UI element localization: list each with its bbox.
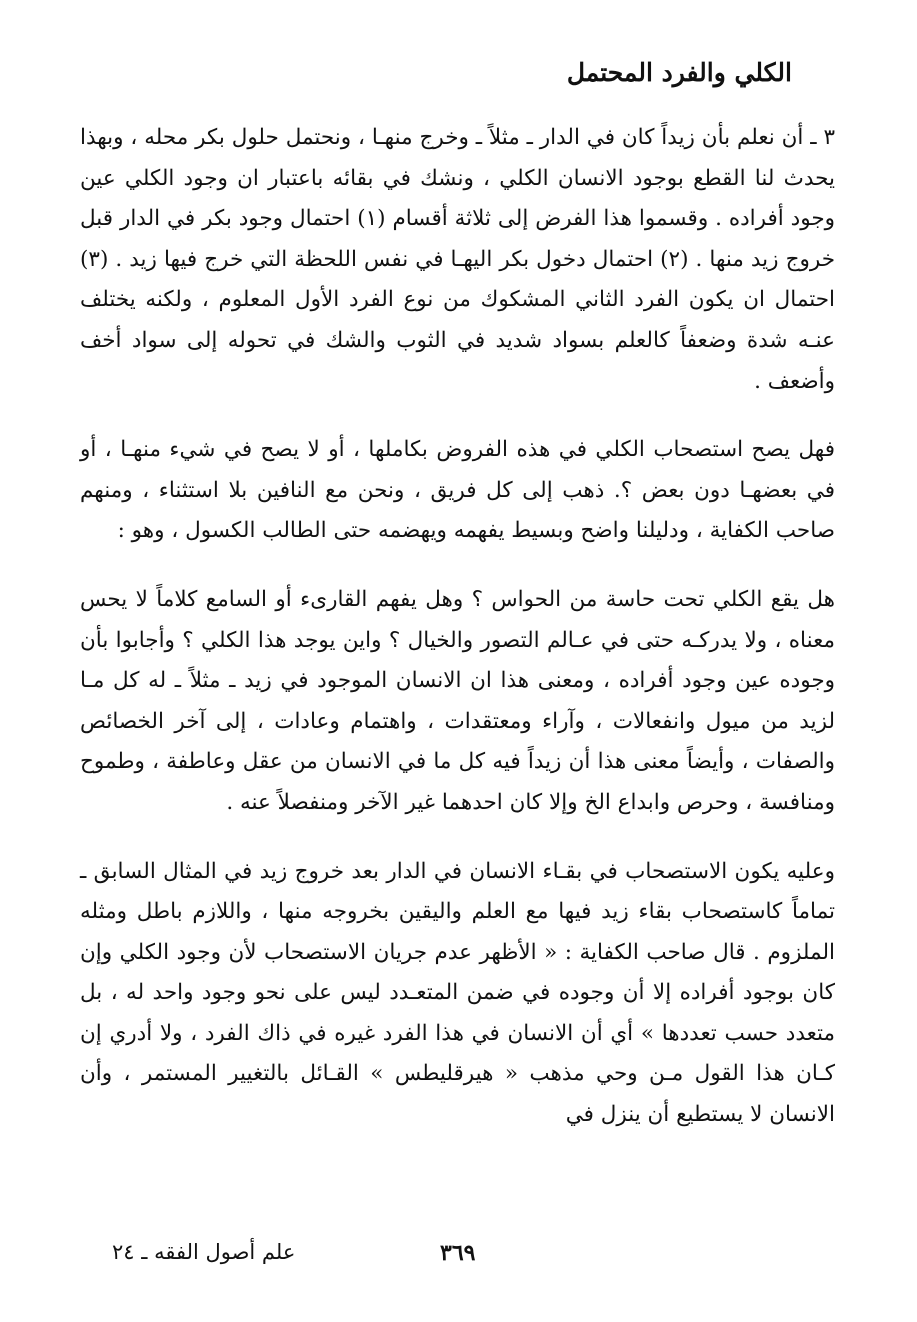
page-number: ٣٦٩ — [440, 1240, 476, 1266]
page-footer — [0, 1240, 917, 1280]
paragraph-2: فهل يصح استصحاب الكلي في هذه الفروض بكاملها ، أو لا يصح في شيء منهـا ، أو في بعضهـا دون بعض ؟. ذهب إلى كل فريق ، ونحن مع النافين بلا استثناء ، ومنهم صاحب الكفاية ، ودليلنا واضح وبسيط يفهمه ويهضمه حتى الطالب الكسول ، وهو : — [80, 437, 835, 544]
page-body — [80, 118, 835, 1136]
running-header: الكلي والفرد المحتمل — [566, 58, 792, 87]
book-title: علم أصول الفقه ـ ٢٤ — [112, 1240, 296, 1264]
paragraph-1: ٣ ـ أن نعلم بأن زيداً كان في الدار ـ مثلاً ـ وخرج منهـا ، ونحتمل حلول بكر محله ، وبهذا يحدث لنا القطع بوجود الانسان الكلي ، ونشك في بقائه باعتبار ان وجود الكلي عين وجود أفراده . وقسموا هذا الفرض إلى ثلاثة أقسام (١) احتمال وجود بكر في الدار قبل خروج زيد منها . (٢) احتمال دخول بكر اليهـا في نفس اللحظة التي خرج فيها زيد . (٣) احتمال ان يكون الفرد الثاني المشكوك من نوع الفرد الأول المعلوم ، ولكنه يختلف عنـه شدة وضعفاً كالعلم بسواد شديد في الثوب والشك في تحوله إلى سواد أخف وأضعف . — [80, 125, 836, 394]
paragraph-4: وعليه يكون الاستصحاب في بقـاء الانسان في الدار بعد خروج زيد في المثال السابق ـ تماماً كاستصحاب بقاء زيد فيها مع العلم واليقين بخروجه منها ، واللازم باطل ومثله الملزوم . قال صاحب الكفاية : « الأظهر عدم جريان الاستصحاب لأن وجود الكلي وإن كان بوجود أفراده إلا أن وجوده في ضمن المتعـدد ليس على نحو وجود واحد له ، بل متعدد حسب تعددها » أي أن الانسان في هذا الفرد غيره في ذاك الفرد ، ولا أدري إن كـان هذا القول مـن وحي مذهب « هيرقليطس » القـائل بالتغيير المستمر ، وأن الانسان لا يستطيع أن ينزل في — [80, 858, 835, 1128]
paragraph-3: هل يقع الكلي تحت حاسة من الحواس ؟ وهل يفهم القارىء أو السامع كلاماً لا يحس معناه ، ولا يدركـه حتى في عـالم التصور والخيال ؟ واين يوجد هذا الكلي ؟ وأجابوا بأن وجوده عين وجود أفراده ، ومعنى هذا ان الانسان الموجود في زيد ـ مثلاً ـ له كل مـا لزيد من ميول وانفعالات ، وآراء ومعتقدات ، واهتمام وعادات ، إلى آخر الخصائص والصفات ، وأيضاً معنى هذا أن زيداً فيه كل ما في الانسان من عقل وعاطفة ، وطموح ومنافسة ، وحرص وابداع الخ وإلا كان احدهما غير الآخر ومنفصلاً عنه . — [80, 586, 835, 815]
